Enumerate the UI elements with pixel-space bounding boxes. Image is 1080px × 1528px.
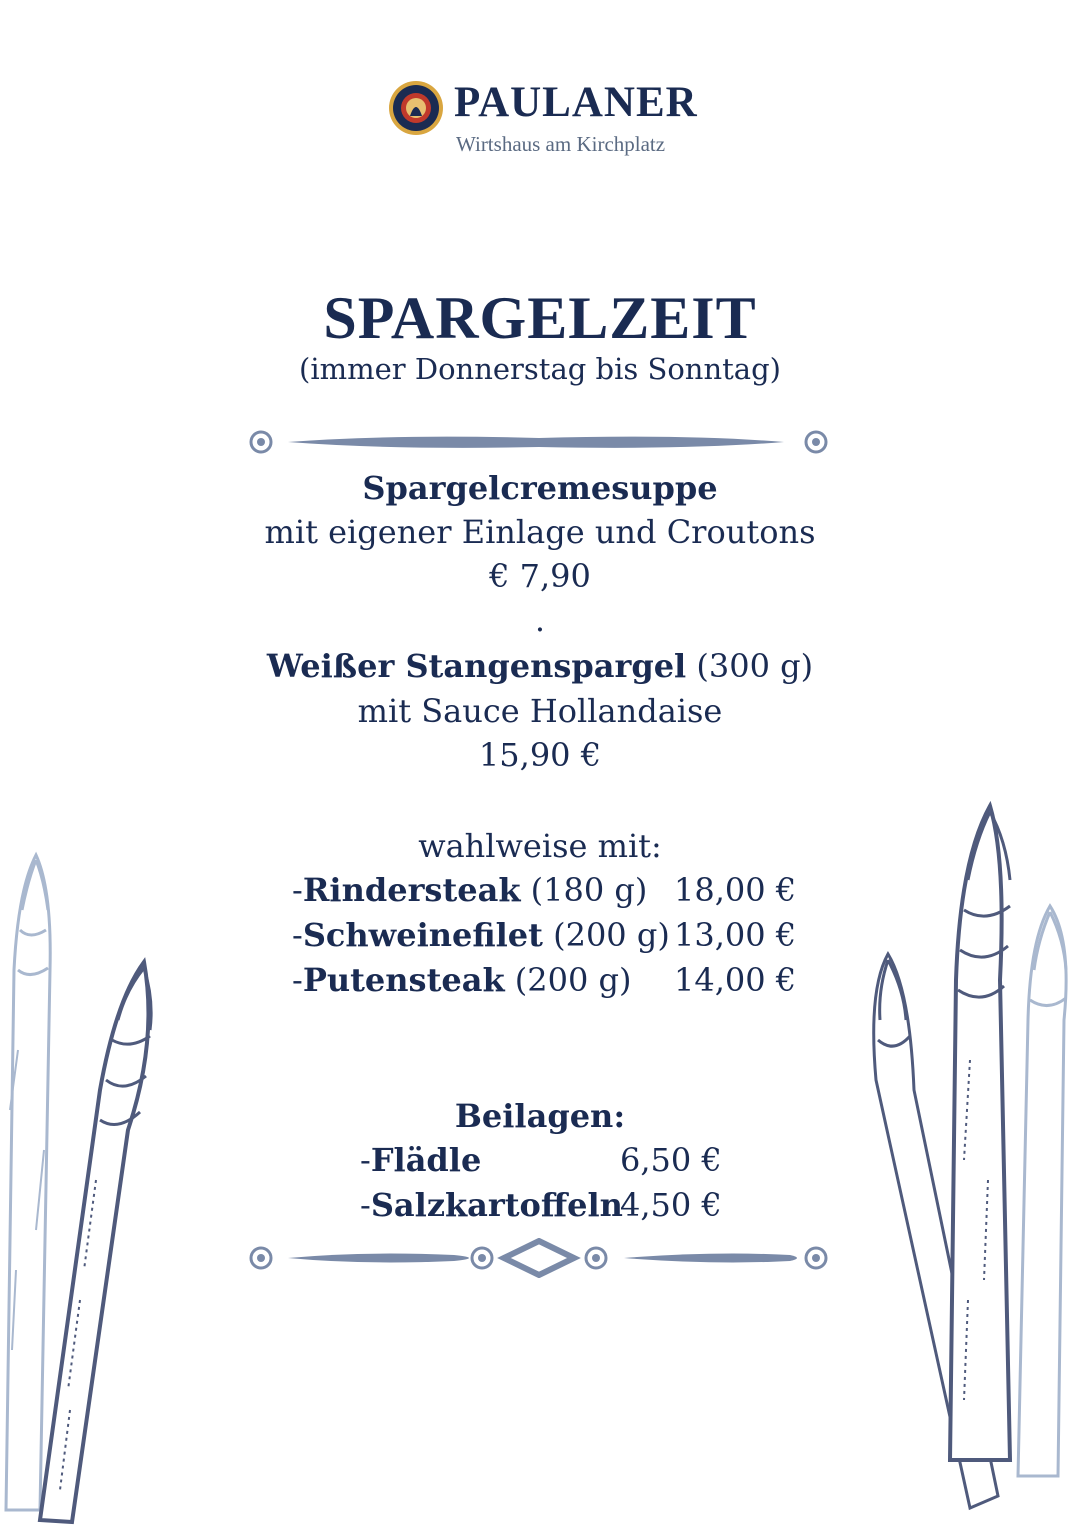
option-row: -Schweinefilet (200 g) 13,00 € [292,913,792,958]
side-row: -Flädle 6,50 € [360,1138,740,1183]
main-dish-description: mit Sauce Hollandaise [357,692,723,730]
soup-name: Spargelcremesuppe [362,469,718,507]
side-price: 4,50 € [620,1186,722,1224]
sides-list [360,1138,740,1228]
paulaner-badge-icon [388,80,444,136]
asparagus-illustration-left [0,850,200,1528]
option-price: 13,00 € [674,916,797,954]
option-row: -Rindersteak (180 g) 18,00 € [292,868,792,913]
sides-heading: Beilagen: [454,1097,626,1135]
side-row: -Salzkartoffeln 4,50 € [360,1183,740,1228]
option-row: -Putensteak (200 g) 14,00 € [292,958,792,1003]
option-price: 18,00 € [674,871,797,909]
soup-description: mit eigener Einlage und Croutons [264,513,816,551]
paulaner-logo [388,74,708,174]
separator-dot: . [534,601,546,639]
soup-price: € 7,90 [489,557,591,595]
options-heading: wahlweise mit: [418,827,662,865]
options-list [292,868,797,1003]
option-price: 14,00 € [674,961,797,999]
main-dish-name: Weißer Stangenspargel (300 g) [266,647,814,685]
top-divider-ornament [244,422,834,462]
side-price: 6,50 € [620,1141,722,1179]
page-subtitle: (immer Donnerstag bis Sonntag) [299,352,781,386]
main-dish-price: 15,90 € [478,736,602,774]
logo-brand-name: PAULANER [454,79,698,126]
asparagus-illustration-right [860,800,1080,1528]
logo-subtitle: Wirtshaus am Kirchplatz [456,132,666,156]
bottom-divider-ornament [244,1238,834,1278]
page-title: SPARGELZEIT [323,285,757,351]
